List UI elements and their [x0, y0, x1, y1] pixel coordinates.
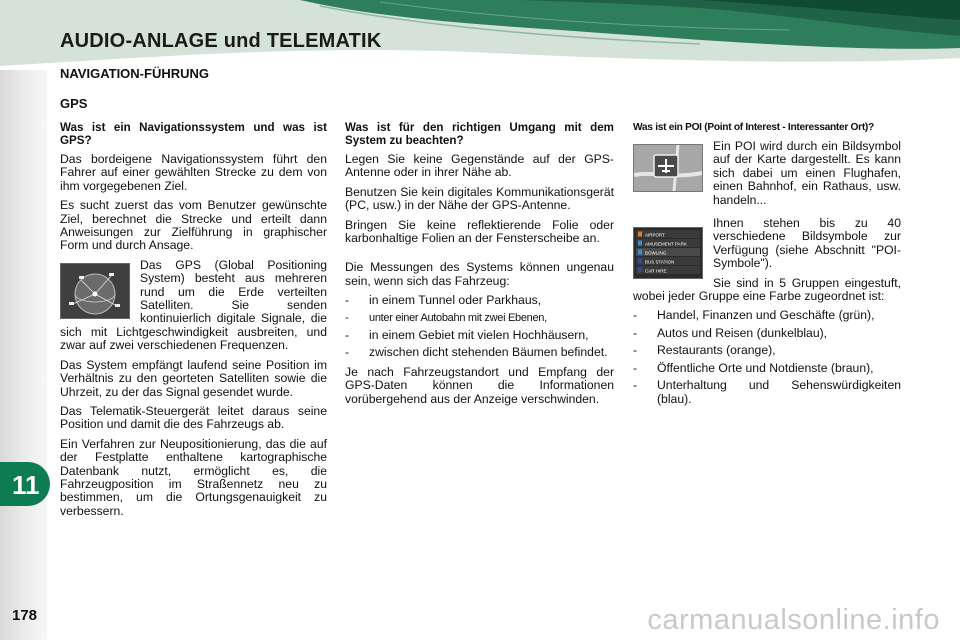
condition-list: [345, 294, 614, 360]
list-item: - in einem Gebiet mit vielen Hochhäusern,: [345, 329, 614, 342]
column-poi: [633, 121, 901, 412]
paragraph: Die Messungen des Systems können ungenau sein, wenn sich das Fahrzeug:: [345, 260, 614, 288]
paragraph: Ein POI wird durch ein Bildsymbol auf der Karte dargestellt. Es kann sich dabei um einen Flughafen, einen Bahnhof, ein Rathaus, usw. handeln...: [713, 139, 901, 207]
gps-satellite-image: [60, 263, 130, 322]
list-item: - Autos und Reisen (dunkelblau),: [633, 327, 901, 340]
list-item: - in einem Tunnel oder Parkhaus,: [345, 294, 614, 307]
menu-item: CAR HIRE: [645, 268, 667, 274]
section-title: NAVIGATION-FÜHRUNG: [60, 66, 210, 81]
column-heading: Was ist für den richtigen Umgang mit dem System zu beachten?: [345, 121, 614, 147]
paragraph: Ihnen stehen bis zu 40 verschiedene Bildsymbole zur Verfügung (siehe Abschnitt "POI-Symbole").: [713, 216, 901, 271]
poi-list-icon: [633, 227, 703, 279]
page-title: AUDIO-ANLAGE und TELEMATIK: [60, 30, 382, 52]
paragraph: Benutzen Sie kein digitales Kommunikationsgerät (PC, usw.) in der Nähe der GPS-Antenne.: [345, 184, 614, 213]
paragraph: Sie sind in 5 Gruppen eingestuft, wobei jeder Gruppe eine Farbe zugeordnet ist:: [633, 275, 901, 304]
paragraph: Legen Sie keine Gegenstände auf der GPS-Antenne oder in ihrer Nähe ab.: [345, 152, 614, 180]
poi-map-image: [633, 144, 703, 195]
chapter-number: 11: [12, 470, 40, 500]
paragraph: Es sucht zuerst das vom Benutzer gewünschte Ziel, berechnet die Strecke und erteilt dann Anweisungen zur Zielführung in graphischer Form und durch Ansage.: [60, 198, 327, 253]
column-gps-intro: [60, 121, 327, 524]
list-item: - Handel, Finanzen und Geschäfte (grün),: [633, 309, 901, 322]
list-item: - Restaurants (orange),: [633, 344, 901, 357]
list-item: - zwischen dicht stehenden Bäumen befindet.: [345, 346, 614, 359]
column-heading: Was ist ein POI (Point of Interest - Interessanter Ort)?: [633, 122, 874, 133]
page-number: 178: [12, 607, 38, 624]
poi-group-list: [633, 309, 901, 405]
watermark: carmanualsonline.info: [647, 604, 940, 636]
paragraph: Das GPS (Global Positioning System) besteht aus mehreren rund um die Erde verteilten Satelliten. Sie senden kontinuierlich digitale Signale, die sich mit Lichtgeschwindigkeit ausbreiten, und zwar auf zwei verschiedenen Frequenzen.: [60, 257, 327, 353]
menu-item: AMUSEMENT PARK: [645, 241, 687, 247]
list-item: - Unterhaltung und Sehenswürdigkeiten (blau).: [633, 379, 901, 406]
paragraph: Je nach Fahrzeugstandort und Empfang der GPS-Daten können die Informationen vorübergehend aus der Anzeige verschwinden.: [345, 364, 614, 406]
paragraph: Das Telematik-Steuergerät leitet daraus seine Position und damit die des Fahrzeugs ab.: [60, 403, 327, 432]
menu-item: BUS STATION: [645, 259, 675, 265]
globe-satellites-icon: [60, 263, 130, 319]
paragraph: Das System empfängt laufend seine Position im Verhältnis zu den georteten Satelliten sowie die Uhrzeit, zu der das Signal gesendet wurde.: [60, 357, 327, 399]
menu-item: AIRPORT: [645, 232, 665, 238]
paragraph: Ein Verfahren zur Neupositionierung, das die auf der Festplatte enthaltene kartographische Datenbank nutzt, ermöglicht es, die Fahrzeugposition im Straßennetz neu zu bestimmen, um die Ortungsgenauigkeit zu verbessern.: [60, 436, 327, 518]
list-item: - unter einer Autobahn mit zwei Ebenen,: [345, 312, 614, 325]
paragraph: Das bordeigene Navigationssystem führt den Fahrer auf einer gewählten Strecke zu dem von ihm vorgegebenen Ziel.: [60, 152, 327, 193]
subsection-title: GPS: [60, 96, 88, 111]
column-usage-tips: [345, 121, 614, 412]
airport-icon: [633, 144, 703, 192]
paragraph: Bringen Sie keine reflektierende Folie oder karbonhaltige Folien an der Fensterscheibe an.: [345, 217, 614, 246]
header-banner: [0, 0, 960, 70]
column-heading: Was ist ein Navigationssystem und was ist GPS?: [60, 121, 327, 147]
poi-menu-image: [633, 217, 703, 282]
left-margin-bar: [0, 70, 47, 640]
list-item: - Öffentliche Orte und Notdienste (braun),: [633, 362, 901, 375]
menu-item: BOWLING: [645, 250, 667, 256]
